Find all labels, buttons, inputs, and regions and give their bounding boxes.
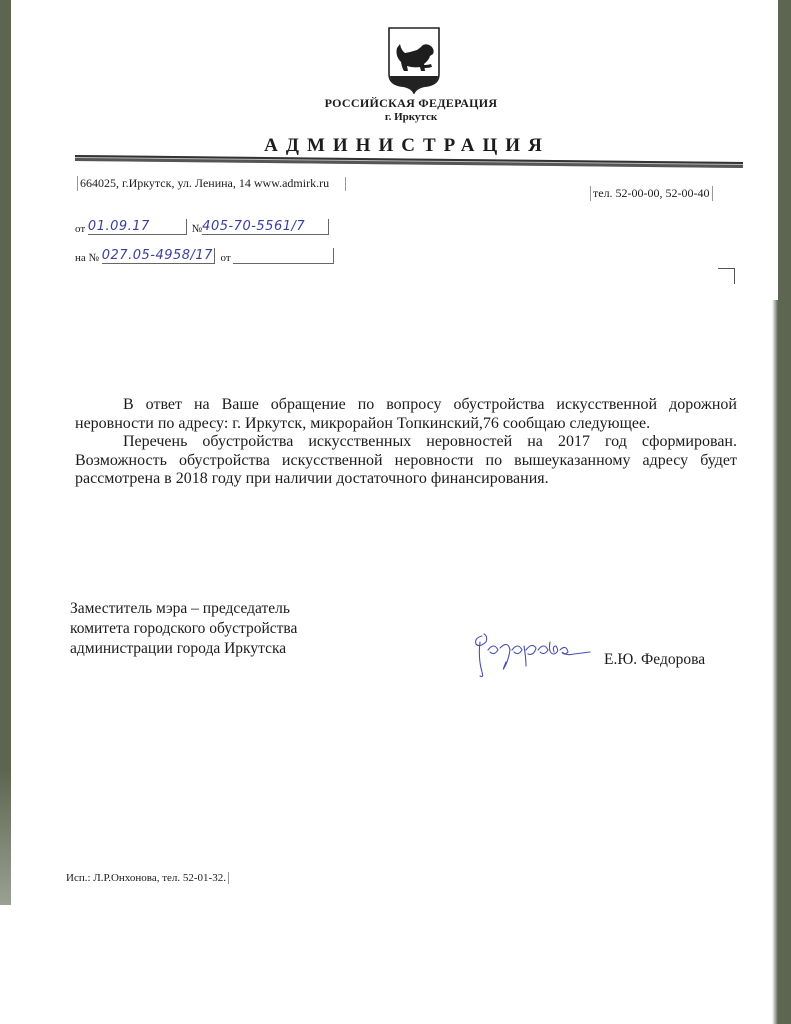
letter-body <box>75 396 737 489</box>
position-line: администрации города Иркутска <box>70 640 287 657</box>
incoming-number-field <box>102 248 215 264</box>
incoming-date-field <box>233 248 334 264</box>
signer-name: Е.Ю. Федорова <box>604 651 706 668</box>
address-corner-mark <box>718 268 735 284</box>
date-field <box>88 219 187 235</box>
incoming-number-value: 027.05-4958/17 <box>101 248 213 263</box>
address-text: 664025, г.Иркутск, ул. Ленина, 14 www.admirk.ru <box>80 176 330 190</box>
address-separator <box>345 177 346 191</box>
executor-line: Исп.: Л.Р.Онхонова, тел. 52-01-32. <box>66 872 229 884</box>
handwritten-signature <box>470 628 592 680</box>
body-paragraph: В ответ на Ваше обращение по вопросу обустройства искусственной дорожной неровности по адресу: г. Иркутск, микрорайон Топкинский,76 сообщаю следующее. <box>75 396 737 432</box>
date-value: 01.09.17 <box>87 219 150 234</box>
number-value: 405-70-5561/7 <box>202 219 306 234</box>
incoming-number-label: на № <box>75 252 100 264</box>
incoming-registration <box>75 248 334 264</box>
incoming-date-label: от <box>220 252 231 264</box>
signatory-position <box>70 599 297 659</box>
country-name: РОССИЙСКАЯ ФЕДЕРАЦИЯ <box>324 96 498 110</box>
coat-of-arms-icon <box>387 26 441 94</box>
position-line: Заместитель мэра – председатель <box>70 600 290 617</box>
body-paragraph: Перечень обустройства искусственных неровностей на 2017 год сформирован. Возможность обустройства искусственной неровности по вышеуказанному адресу будет рассмотрена в 2018 году при наличии достаточного финансирования. <box>75 433 737 487</box>
city-name: г. Иркутск <box>384 111 438 123</box>
address-line <box>77 176 346 191</box>
outgoing-registration <box>75 219 329 235</box>
number-label: № <box>191 223 203 235</box>
phone-line: тел. 52-00-00, 52-00-40 <box>590 186 713 201</box>
organization-title: АДМИНИСТРАЦИЯ <box>264 135 550 156</box>
date-label: от <box>75 223 86 235</box>
number-field <box>202 219 329 235</box>
position-line: комитета городского обустройства <box>70 620 298 637</box>
